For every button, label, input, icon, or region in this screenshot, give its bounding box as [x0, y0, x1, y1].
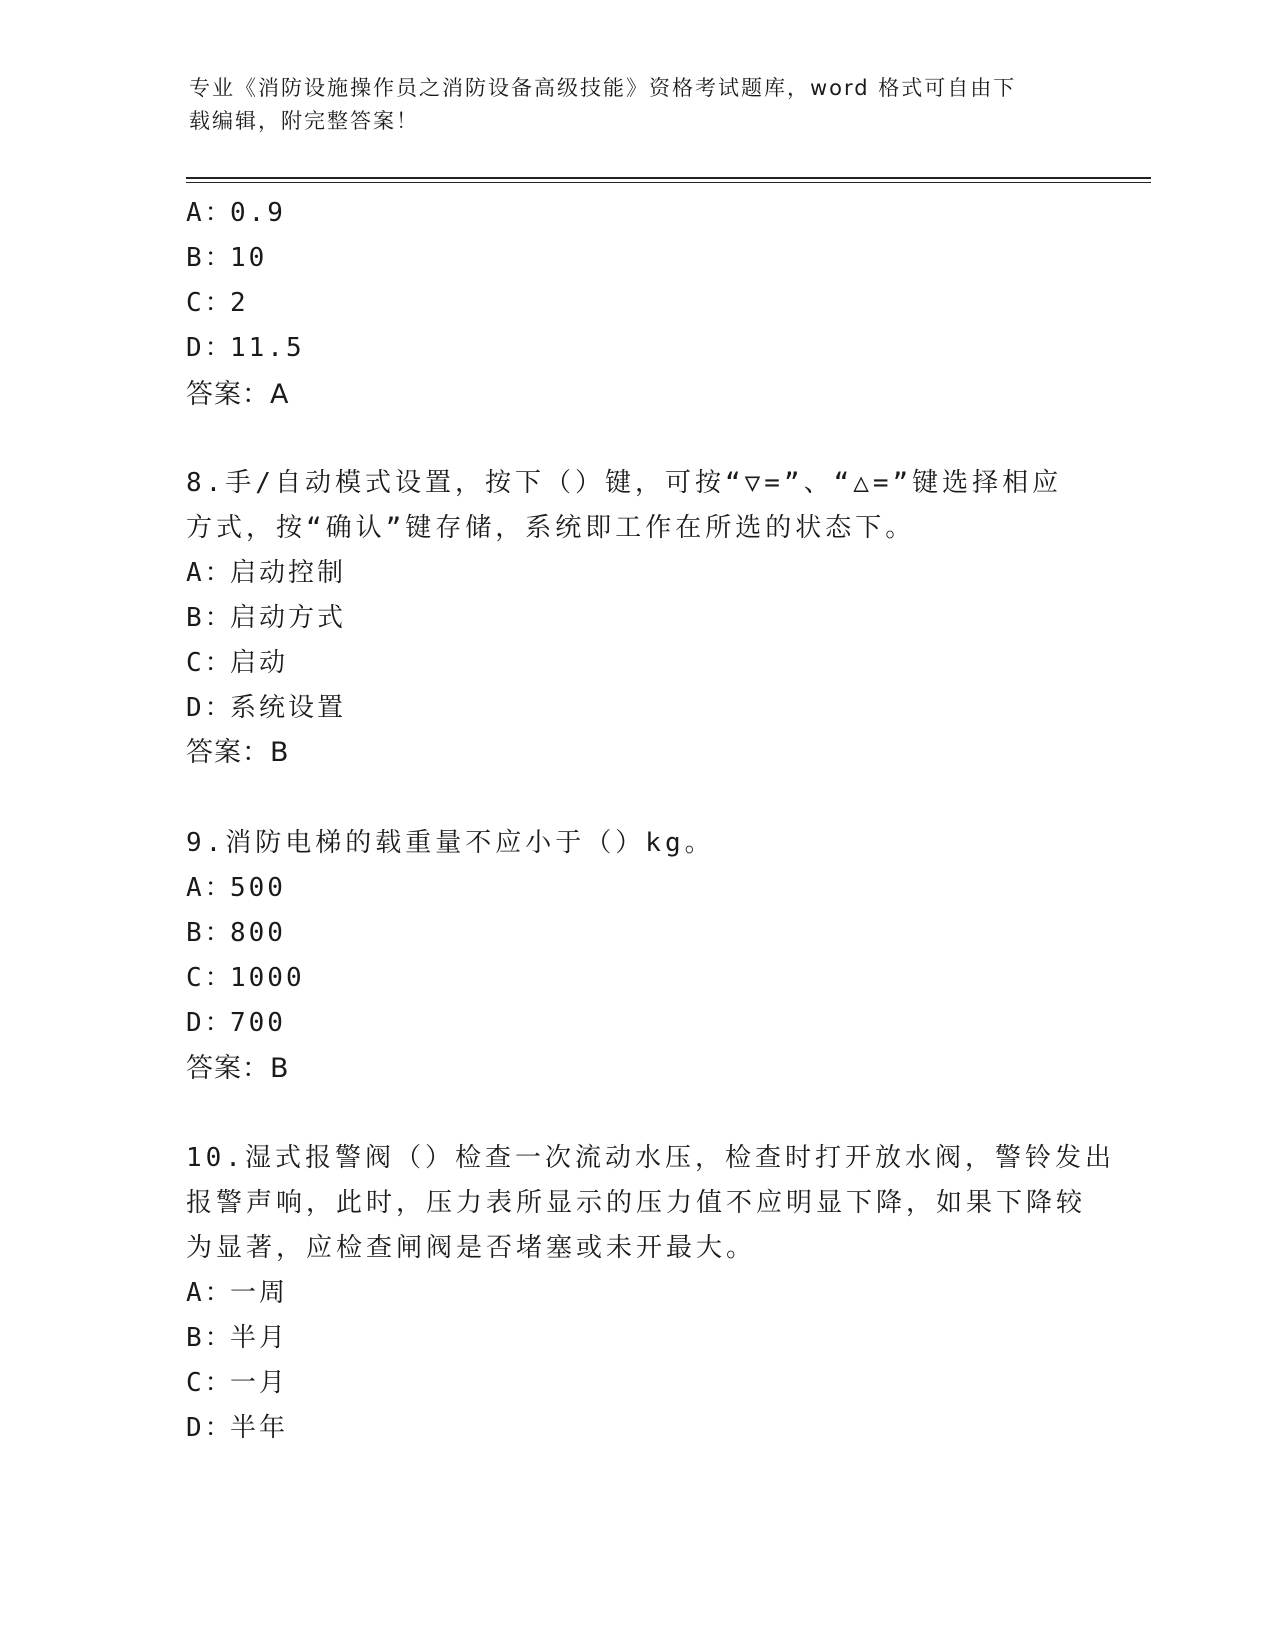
option-text: 10 [230, 243, 268, 273]
q8-option-d [186, 687, 346, 724]
option-label: C： [186, 648, 234, 678]
option-label: B： [186, 603, 234, 633]
option-text: 11.5 [230, 333, 305, 363]
q10-option-d [186, 1407, 288, 1444]
option-text: 700 [230, 1008, 286, 1038]
option-label: D： [186, 693, 234, 723]
q9-option-c [186, 957, 305, 994]
q8-option-a [186, 552, 346, 589]
q10-option-c [186, 1362, 288, 1399]
q10-text-line-1: 10.湿式报警阀（）检查一次流动水压，检查时打开放水阀，警铃发出 [186, 1143, 1115, 1173]
option-label: A： [186, 198, 234, 228]
header-rule-thin [186, 182, 1151, 183]
q7-option-c [186, 282, 249, 319]
q8-text-line-2: 方式，按“确认”键存储，系统即工作在所选的状态下。 [186, 513, 916, 543]
option-text: 启动 [230, 648, 289, 678]
option-text: 500 [230, 873, 286, 903]
option-text: 启动方式 [230, 603, 347, 633]
option-text: 800 [230, 918, 286, 948]
document-header [189, 72, 1069, 138]
q8-text-line-1: 8.手/自动模式设置，按下（）键，可按“▽=”、“△=”键选择相应 [186, 468, 1063, 498]
option-text: 启动控制 [230, 558, 347, 588]
option-label: B： [186, 918, 234, 948]
header-line-1: 专业《消防设施操作员之消防设备高级技能》资格考试题库，word 格式可自由下 [189, 76, 1017, 100]
q7-option-a [186, 192, 286, 229]
option-text: 半月 [230, 1323, 289, 1353]
option-label: B： [186, 243, 234, 273]
option-text: 半年 [230, 1413, 289, 1443]
q8-option-b [186, 597, 346, 634]
q10-text-line-2: 报警声响，此时，压力表所显示的压力值不应明显下降，如果下降较 [186, 1188, 1087, 1218]
q7-option-b [186, 237, 267, 274]
option-label: C： [186, 963, 234, 993]
option-text: 2 [230, 288, 249, 318]
q7-option-d [186, 327, 305, 364]
option-text: 系统设置 [230, 693, 347, 723]
option-text: 一周 [230, 1278, 289, 1308]
option-text: 0.9 [230, 198, 286, 228]
option-label: B： [186, 1323, 234, 1353]
q8-option-c [186, 642, 288, 679]
option-label: D： [186, 1413, 234, 1443]
q9-option-a [186, 867, 286, 904]
option-label: A： [186, 558, 234, 588]
option-label: D： [186, 333, 234, 363]
q7-answer: 答案：A [186, 379, 290, 410]
header-rule-thick [186, 177, 1151, 179]
q8-answer: 答案：B [186, 737, 290, 768]
q10-option-a [186, 1272, 288, 1309]
q10-text-line-3: 为显著，应检查闸阀是否堵塞或未开最大。 [186, 1233, 757, 1263]
option-label: C： [186, 288, 234, 318]
option-text: 1000 [230, 963, 305, 993]
q10-option-b [186, 1317, 288, 1354]
option-label: A： [186, 873, 234, 903]
option-text: 一月 [230, 1368, 289, 1398]
header-line-2: 载编辑，附完整答案！ [189, 109, 419, 133]
option-label: D： [186, 1008, 234, 1038]
option-label: C： [186, 1368, 234, 1398]
q9-option-b [186, 912, 286, 949]
q9-text-line-1: 9.消防电梯的载重量不应小于（）kg。 [186, 828, 715, 858]
option-label: A： [186, 1278, 234, 1308]
q9-answer: 答案：B [186, 1053, 290, 1084]
q9-option-d [186, 1002, 286, 1039]
